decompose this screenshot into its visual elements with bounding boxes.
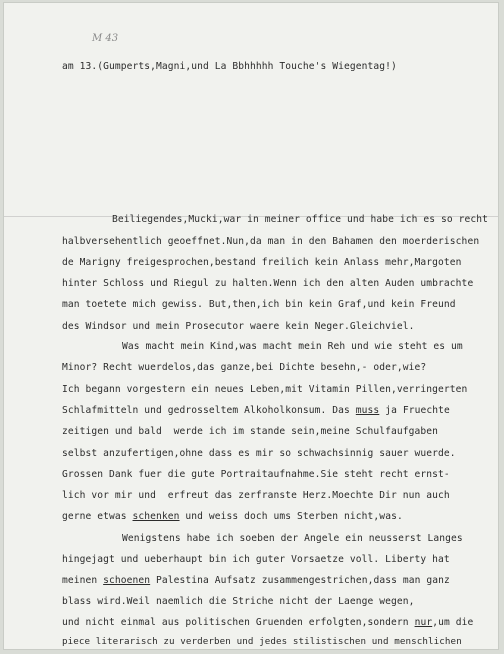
text-line: des Windsor und mein Prosecutor waere kein Neger.Gleichviel. <box>62 321 415 332</box>
text-line: de Marigny freigesprochen,bestand freilich kein Anlass mehr,Margoten <box>62 257 462 268</box>
text-line: blass wird.Weil naemlich die Striche nicht der Laenge wegen, <box>62 596 415 607</box>
text-line: Grossen Dank fuer die gute Portraitaufnahme.Sie steht recht ernst- <box>62 469 450 480</box>
letter-page <box>3 2 499 650</box>
text-line: piece literarisch zu verderben und jedes stilistischen und menschlichen <box>62 636 462 647</box>
text-line: meinen schoenen Palestina Aufsatz zusammengestrichen,dass man ganz <box>62 575 450 586</box>
underlined-word: schoenen <box>103 575 151 586</box>
text-line: Minor? Recht wuerdelos,das ganze,bei Dichte besehn,- oder,wie? <box>62 362 427 373</box>
header-line: am 13.(Gumperts,Magni,und La Bbhhhhh Touche's Wiegentag!) <box>62 61 397 72</box>
text-line: man toetete mich gewiss. But,then,ich bin kein Graf,und kein Freund <box>62 299 456 310</box>
text-line: selbst anzufertigen,ohne dass es mir so schwachsinnig sauer wuerde. <box>62 448 456 459</box>
text-line: hinter Schloss und Riegul zu halten.Wenn ich den alten Auden umbrachte <box>62 278 474 289</box>
text-line: lich vor mir und erfreut das zerfranste Herz.Moechte Dir nun auch <box>62 490 450 501</box>
text-line: gerne etwas schenken und weiss doch ums Sterben nicht,was. <box>62 511 403 522</box>
underlined-word: nur <box>414 617 433 628</box>
underlined-word: muss <box>355 405 380 416</box>
text-line: Schlafmitteln und gedrosseltem Alkoholkonsum. Das muss ja Fruechte <box>62 405 450 416</box>
text-line: Beiliegendes,Mucki,war in meiner office und habe ich es so recht <box>112 214 489 225</box>
text-line: Ich begann vorgestern ein neues Leben,mit Vitamin Pillen,verringerten <box>62 384 468 395</box>
text-line: halbversehentlich geoeffnet.Nun,da man in den Bahamen den moerderischen <box>62 236 480 247</box>
text-line: hingejagt und ueberhaupt bin ich guter Vorsaetze voll. Liberty hat <box>62 554 450 565</box>
underlined-word: schenken <box>132 511 180 522</box>
text-line: Wenigstens habe ich soeben der Angele ein neusserst Langes <box>122 533 463 544</box>
page-number: M 43 <box>92 33 119 44</box>
text-line: zeitigen und bald werde ich im stande sein,meine Schulfaufgaben <box>62 426 439 437</box>
text-line: und nicht einmal aus politischen Gruenden erfolgten,sondern nur,um die <box>62 617 474 628</box>
text-line: Was macht mein Kind,was macht mein Reh und wie steht es um <box>122 341 463 352</box>
